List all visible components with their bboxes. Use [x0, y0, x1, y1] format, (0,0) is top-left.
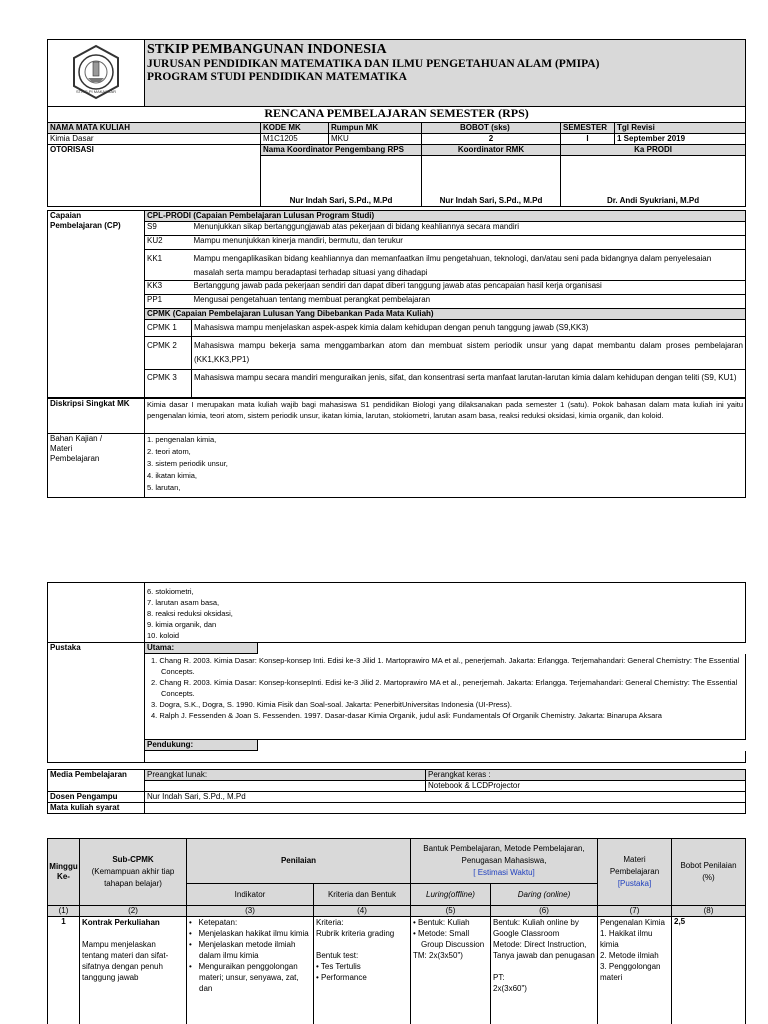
- h-materi: [598, 839, 672, 906]
- bahan-label-line: Pembelajaran: [50, 454, 100, 463]
- h-indikator: Indikator: [187, 884, 314, 906]
- cpl-header: CPL-PRODI (Capaian Pembelajaran Lulusan Program Studi): [145, 211, 746, 222]
- col-num: (1): [48, 906, 80, 917]
- pustaka-pendukung: Pendukung:: [145, 740, 258, 751]
- rps-title: RENCANA PEMBELAJARAN SEMESTER (RPS): [48, 107, 746, 123]
- col-num: (4): [314, 906, 411, 917]
- desc-table: [47, 397, 746, 498]
- list-item: 3. sistem periodik unsur,: [147, 459, 228, 468]
- materi-line: 3. Penggolongan materi: [600, 962, 661, 982]
- program-name: PROGRAM STUDI PENDIDIKAN MATEMATIKA: [147, 71, 407, 83]
- pustaka-refs: [145, 654, 746, 740]
- cpl-text: Mampu mengaplikasikan bidang keahliannya dan memanfaatkan ilmu pengetahuan, teknologi, dan/atau seni pada bidangnya dalam penyelesaian masalah serta mampu beradaptasi terhadap situasi yang dihadapi: [192, 250, 746, 281]
- koord-rmk-signature: Nur Indah Sari, S.Pd., M.Pd: [422, 156, 561, 207]
- koord-rmk-label: Koordinator RMK: [422, 145, 561, 156]
- cpmk-code: CPMK 2: [145, 337, 192, 370]
- h-subcpmk-sub: (Kemampuan akhir tiap tahapan belajar): [91, 867, 175, 888]
- col-num: (8): [672, 906, 746, 917]
- list-item: 2. teori atom,: [147, 447, 191, 456]
- cpl-code: PP1: [145, 295, 192, 309]
- institution-name: STKIP PEMBANGUNAN INDONESIA: [147, 42, 387, 57]
- bahan-cont-label: [48, 583, 145, 643]
- row1-indikator: [187, 917, 314, 1024]
- row1-sub-title: Kontrak Perkuliahan: [82, 918, 160, 927]
- materi-line: Pengenalan Kimia: [600, 918, 665, 927]
- h-daring: Daring (online): [491, 884, 598, 906]
- logo-cell: [48, 40, 145, 107]
- h-penilaian: Penilaian: [187, 839, 411, 884]
- koord-rps-label: Nama Koordinator Pengembang RPS: [261, 145, 422, 156]
- kaprodi-signature: Dr. Andi Syukriani, M.Pd: [561, 156, 746, 207]
- kaprodi-label: Ka PRODI: [561, 145, 746, 156]
- val-tgl-revisi: 1 September 2019: [615, 134, 746, 145]
- kriteria-line: Bentuk test:: [316, 951, 359, 960]
- row1-materi: [598, 917, 672, 1024]
- row1-daring: [491, 917, 598, 1024]
- indikator-item: • Ketepatan:: [189, 918, 238, 927]
- cpl-code: S9: [145, 222, 192, 236]
- row1-sub-text: Mampu menjelaskan tentang materi dan sifat-sifatnya dengan penuh tanggung jawab: [82, 940, 169, 982]
- syarat-label: Mata kuliah syarat: [48, 803, 145, 814]
- syarat-value: [145, 803, 746, 814]
- val-semester: I: [561, 134, 615, 145]
- luring-line: • Bentuk: Kuliah: [413, 918, 470, 927]
- cpmk-text: Mahasiswa mampu secara mandiri menguraikan jenis, sifat, dan konsentrasi serta manfaat larutan-larutan kimia dalam kehidupan dengan teliti (S9, KU1): [192, 370, 746, 399]
- reference-item: 2. Chang R. 2003. Kimia Dasar: Konsep-konsepInti. Edisi ke-3 Jilid 2. Martoprawiro MA et al., penerjemah. Jakarta: Erlangga. Terjemahandari: General Chemistry: The Essential Concepts.: [151, 678, 738, 698]
- materi-line: 1. Hakikat ilmu kimia: [600, 929, 653, 949]
- cpmk-code: CPMK 1: [145, 320, 192, 337]
- bahan-label-line: Materi: [50, 444, 73, 453]
- kriteria-line: Kriteria:: [316, 918, 344, 927]
- institution-logo: [68, 44, 124, 100]
- h-bantuk-title: Bantuk Pembelajaran, Metode Pembelajaran, Penugasan Mahasiswa,: [423, 844, 585, 865]
- cpmk-text: Mahasiswa mampu bekerja sama menggambarkan atom dan membuat sistem periodik unsur yang dapat membantu dalam proses pembelajaran (KK1,KK3,PP1): [192, 337, 746, 370]
- row1-bobot: 2,5: [672, 917, 746, 1024]
- media-keras-value: Notebook & LCDProjector: [426, 781, 746, 792]
- institution-header: [145, 40, 746, 107]
- cpmk-header: CPMK (Capaian Pembelajaran Lulusan Yang Dibebankan Pada Mata Kuliah): [145, 309, 746, 320]
- col-num: (6): [491, 906, 598, 917]
- h-materi-title: Materi Pembelajaran: [609, 855, 660, 876]
- list-item: 1. pengenalan kimia,: [147, 435, 217, 444]
- list-item: 10. koloid: [147, 631, 180, 640]
- dosen-value: Nur Indah Sari, S.Pd., M.Pd: [145, 792, 746, 803]
- row1-subcpmk: [80, 917, 187, 1024]
- kriteria-line: • Performance: [316, 973, 367, 982]
- col-semester: SEMESTER: [561, 123, 615, 134]
- bahan-list-a: [145, 434, 746, 498]
- h-bantuk-estimasi: [ Estimasi Waktu]: [473, 868, 535, 877]
- cp-label: Capaian Pembelajaran (CP): [48, 211, 145, 399]
- col-rumpun: Rumpun MK: [329, 123, 422, 134]
- h-kriteria: Kriteria dan Bentuk: [314, 884, 411, 906]
- list-item: 8. reaksi reduksi oksidasi,: [147, 609, 233, 618]
- indikator-item: • Menjelaskan hakikat ilmu kimia: [189, 929, 309, 938]
- h-subcpmk: [80, 839, 187, 906]
- col-num: (5): [411, 906, 491, 917]
- deskripsi-label: Diskripsi Singkat MK: [48, 398, 145, 434]
- indikator-item: • Menjelaskan metode ilmiah dalam ilmu kimia: [189, 940, 296, 960]
- list-item: 4. ikatan kimia,: [147, 471, 198, 480]
- cpl-code: KU2: [145, 236, 192, 250]
- col-kode-mk: KODE MK: [261, 123, 329, 134]
- media-table: [47, 769, 746, 814]
- col-nama-mk: NAMA MATA KULIAH: [48, 123, 261, 134]
- department-name: JURUSAN PENDIDIKAN MATEMATIKA DAN ILMU PENGETAHUAN ALAM (PMIPA): [147, 58, 600, 70]
- media-keras: Perangkat keras :: [426, 770, 746, 781]
- cpl-code: KK3: [145, 281, 192, 295]
- h-bantuk: [411, 839, 598, 884]
- val-bobot: 2: [422, 134, 561, 145]
- cpl-text: Mampu menunjukkan kinerja mandiri, bermutu, dan terukur: [192, 236, 746, 250]
- col-num: (7): [598, 906, 672, 917]
- bahan-label-line: Bahan Kajian /: [50, 434, 103, 443]
- cpl-text: Menunjukkan sikap bertanggungjawab atas pekerjaan di bidang keahliannya secara mandiri: [192, 222, 746, 236]
- row1-kriteria: [314, 917, 411, 1024]
- schedule-table: [47, 838, 746, 1024]
- kriteria-line: Rubrik kriteria grading: [316, 929, 395, 938]
- val-kode-mk: M1C1205: [261, 134, 329, 145]
- media-lunak: Preangkat lunak:: [145, 770, 426, 781]
- list-item: 5. larutan,: [147, 483, 181, 492]
- col-num: (3): [187, 906, 314, 917]
- daring-line: Metode: Direct Instruction, Tanya jawab dan penugasan: [493, 940, 595, 960]
- list-item: 6. stokiometri,: [147, 587, 194, 596]
- koord-rps-signature: Nur Indah Sari, S.Pd., M.Pd: [261, 156, 422, 207]
- daring-line: Bentuk: Kuliah online by Google Classroom: [493, 918, 579, 938]
- cpl-text: Mengusai pengetahuan tentang membuat perangkat pembelajaran: [192, 295, 746, 309]
- header-table: [47, 39, 746, 107]
- kriteria-line: • Tes Tertulis: [316, 962, 361, 971]
- reference-item: 1. Chang R. 2003. Kimia Dasar: Konsep-konsep Inti. Edisi ke-3 Jilid 1. Martoprawiro MA et al., penerjemah. Jakarta: Erlangga. Terjemahandari: General Chemistry: The Essential Concepts.: [151, 656, 740, 676]
- list-item: 7. larutan asam basa,: [147, 598, 220, 607]
- daring-line: 2x(3x60"): [493, 984, 527, 993]
- cpmk-text: Mahasiswa mampu menjelaskan aspek-aspek kimia dalam kehidupan dengan penuh tanggung jawab (S9,KK3): [192, 320, 746, 337]
- h-minggu: Minggu Ke-: [48, 839, 80, 906]
- row1-luring: [411, 917, 491, 1024]
- materi-line: 2. Metode ilmiah: [600, 951, 659, 960]
- rps-table: [47, 106, 746, 207]
- cpl-code: KK1: [145, 250, 192, 281]
- daring-line: PT:: [493, 973, 505, 982]
- col-tgl-revisi: Tgl Revisi: [615, 123, 746, 134]
- col-bobot: BOBOT (sks): [422, 123, 561, 134]
- row1-minggu: 1: [48, 917, 80, 1024]
- h-materi-pustaka: [Pustaka]: [617, 879, 652, 888]
- bahan-list-b: [145, 583, 746, 643]
- h-subcpmk-title: Sub-CPMK: [112, 855, 154, 864]
- page2-table: [47, 582, 746, 763]
- val-rumpun: MKU: [329, 134, 422, 145]
- reference-item: 3. Dogra, S.K., Dogra, S. 1990. Kimia Fisik dan Soal-soal. Jakarta: PenerbitUniversitas Indonesia (UI-Press).: [151, 700, 512, 709]
- cpmk-code: CPMK 3: [145, 370, 192, 399]
- cpl-text: Bertanggung jawab pada pekerjaan sendiri dan dapat diberi tanggung jawab atas pencapaian hasil kerja organisasi: [192, 281, 746, 295]
- h-bobot: Bobot Penilaian (%): [672, 839, 746, 906]
- otorisasi-label: OTORISASI: [48, 145, 261, 207]
- deskripsi-text: Kimia dasar I merupakan mata kuliah wajib bagi mahasiswa S1 pendidikan Biologi yang dilaksanakan pada semester 1 (satu). Pokok bahasan dalam mata kuliah ini yaitu pengenalan kimia, teori atom, sistem periodik unsur, ikatan kimia, larutan, stokiometri, larutan asam basa, reaksi reduksi oksidasi, kimia organik, dan koloid.: [145, 398, 746, 434]
- reference-item: 4. Ralph J. Fessenden & Joan S. Fessenden. 1997. Dasar-dasar Kimia Organik, judul asli: Fundamentals Of Organik Chemistry. Jakarta: Binarupa Aksara: [151, 711, 662, 720]
- val-nama-mk: Kimia Dasar: [48, 134, 261, 145]
- bahan-label: [48, 434, 145, 498]
- dosen-label: Dosen Pengampu: [48, 792, 145, 803]
- pustaka-label: Pustaka: [48, 643, 145, 763]
- col-num: (2): [80, 906, 187, 917]
- indikator-item: • Menguraikan penggolongan materi; unsur, senyawa, zat, dan: [189, 962, 299, 993]
- luring-line: • Metode: Small Group Discussion: [413, 929, 485, 949]
- media-label: Media Pembelajaran: [48, 770, 145, 792]
- cp-table: [47, 210, 746, 399]
- svg-text:STKIP-PI MAKASSAR: STKIP-PI MAKASSAR: [75, 88, 117, 94]
- luring-line: TM: 2x(3x50"): [413, 951, 463, 960]
- list-item: 9. kimia organik, dan: [147, 620, 217, 629]
- pustaka-utama: Utama:: [145, 643, 258, 654]
- h-luring: Luring(offline): [411, 884, 491, 906]
